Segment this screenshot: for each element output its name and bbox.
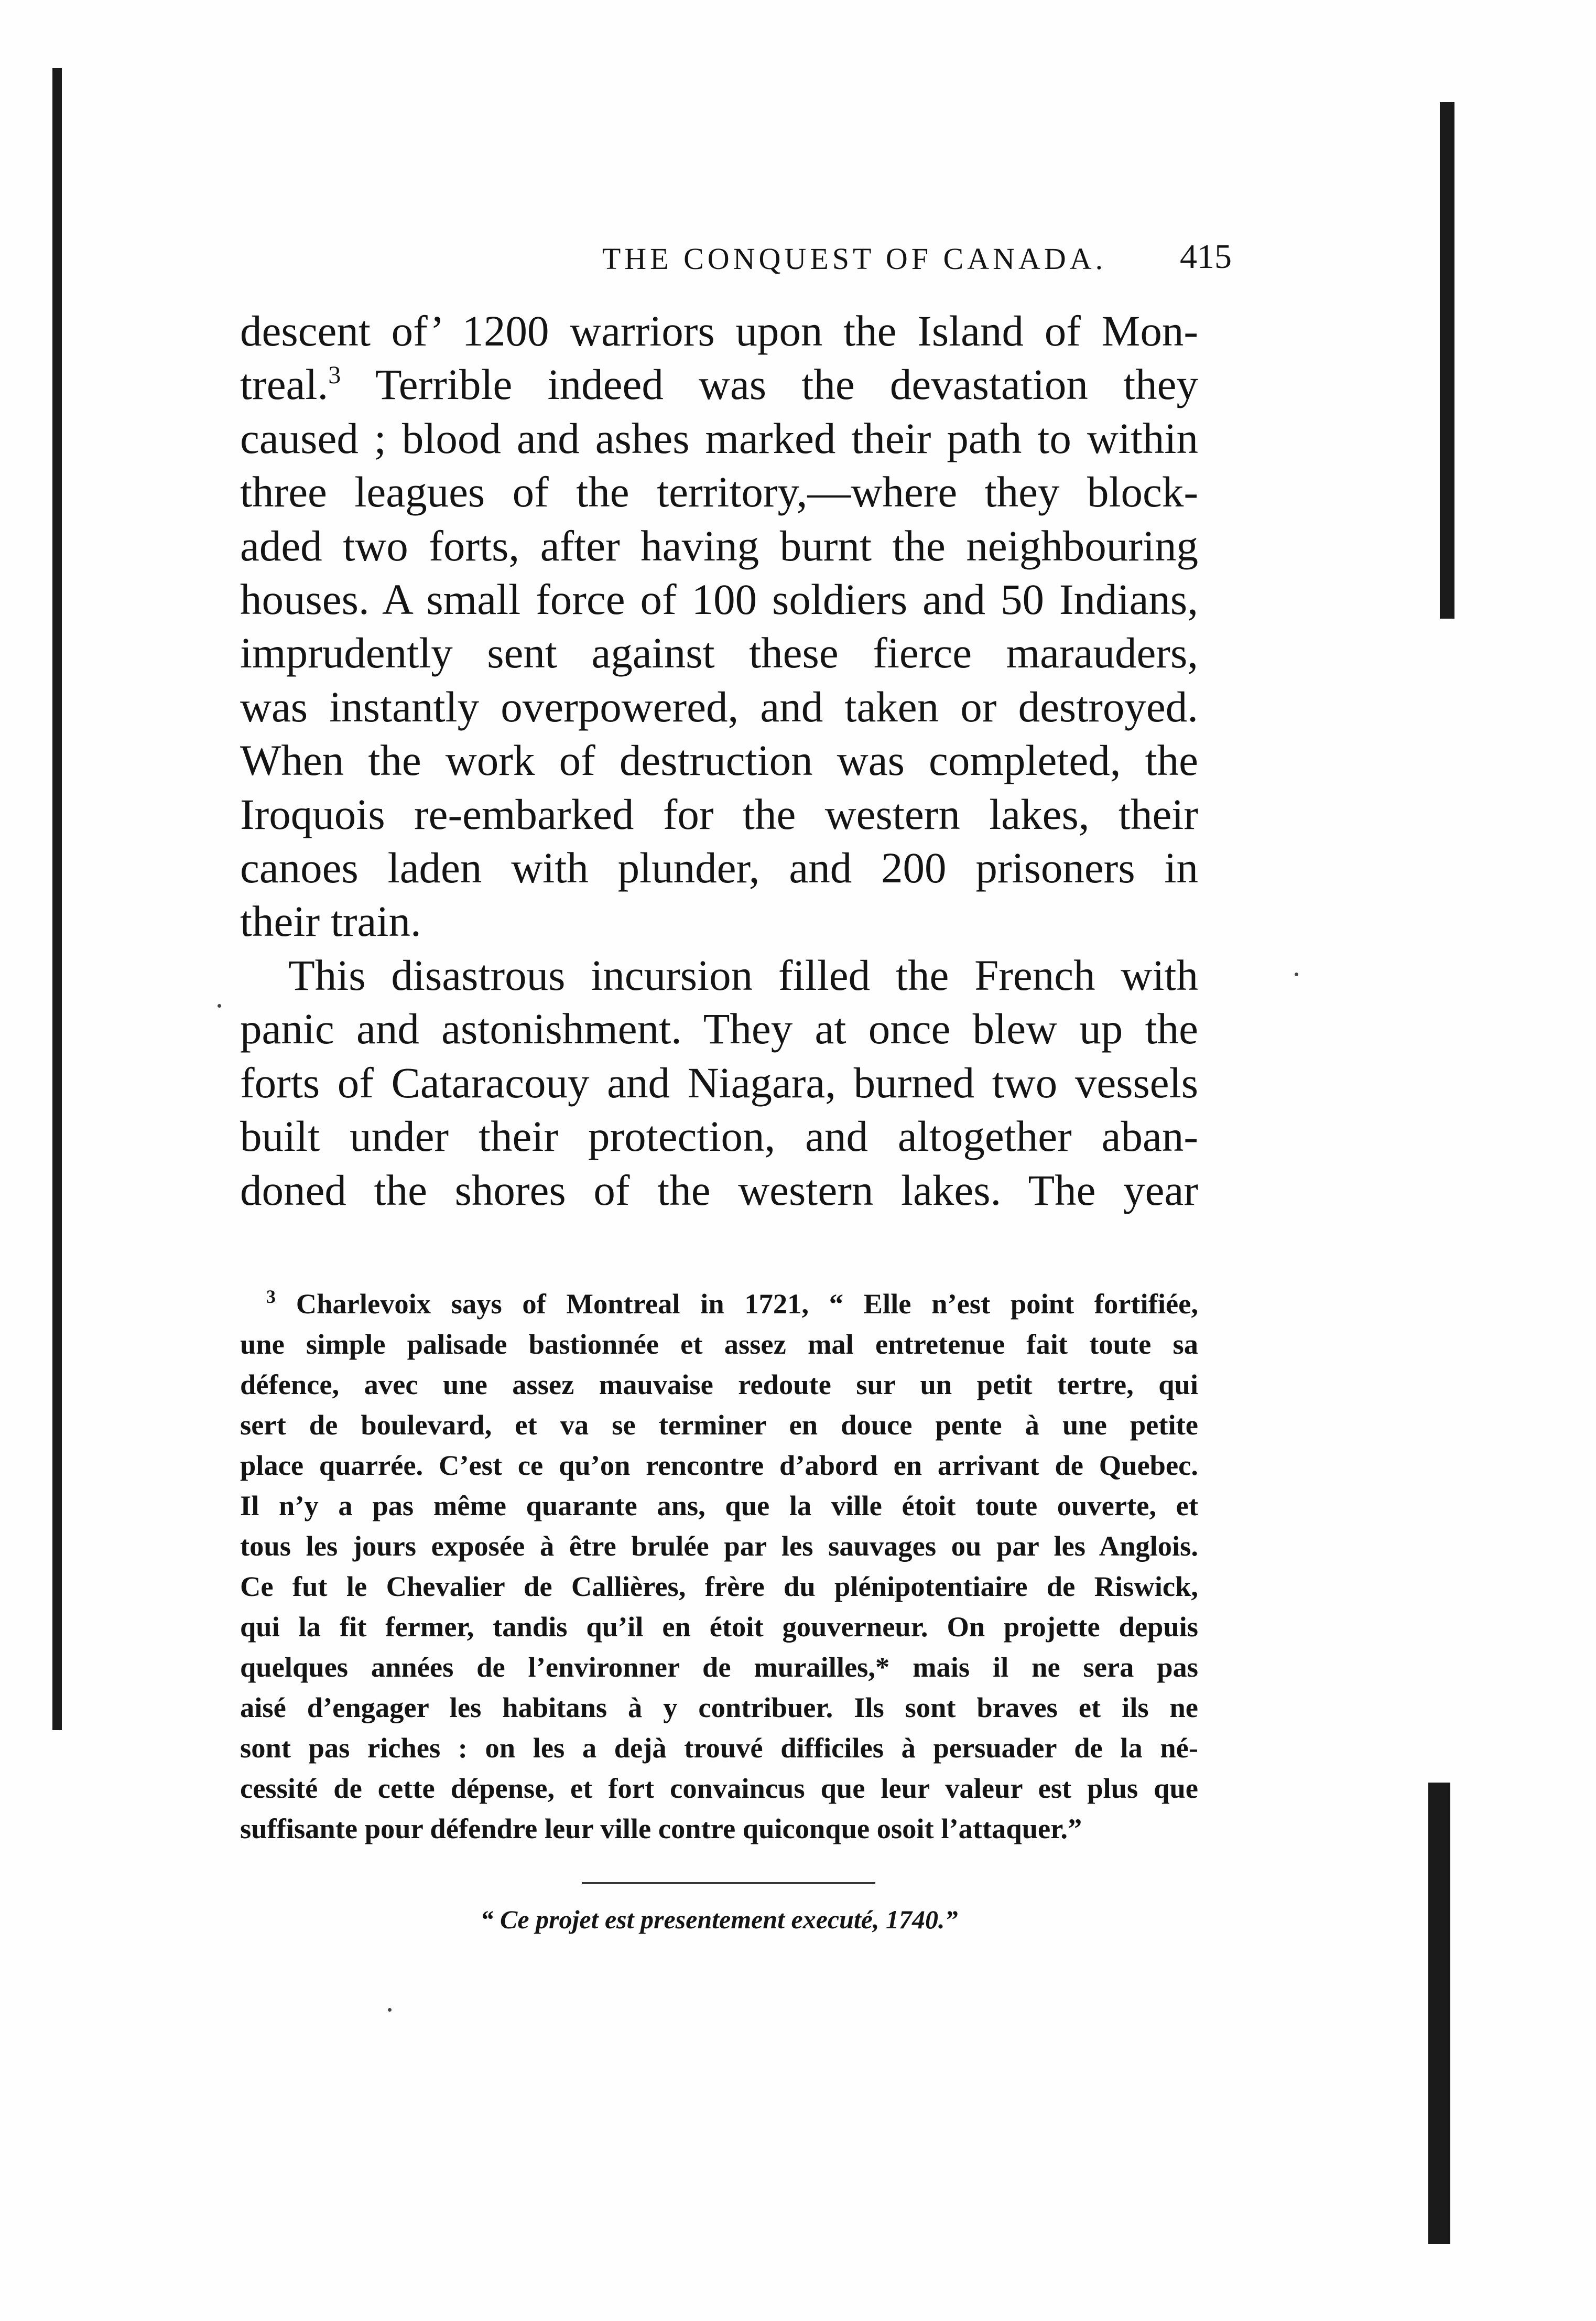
- body-line-12: their train.: [240, 897, 421, 946]
- footnote-line-4: sert de boulevard, et va se terminer en douce pente à une petite: [240, 1409, 1198, 1441]
- body-line-7: imprudently sent against these fierce marauders,: [240, 629, 1198, 677]
- body-line-6: houses. A small force of 100 soldiers and 50 Indians,: [240, 575, 1198, 624]
- footnote-line-7: tous les jours exposée à être brulée par les sauvages ou par les Anglois.: [240, 1530, 1198, 1562]
- footnote-reference: 3: [328, 361, 341, 390]
- body-line-3: caused ; blood and ashes marked their path to within: [240, 414, 1198, 462]
- body-line-1: descent of’ 1200 warriors upon the Island of Mon-: [240, 307, 1198, 355]
- footnote-line-13: cessité de cette dépense, et fort convaincus que leur valeur est plus que: [240, 1772, 1198, 1804]
- body-line-11: canoes laden with plunder, and 200 prisoners in: [240, 844, 1198, 892]
- footnote: [240, 1283, 1198, 1849]
- footnote-marker: 3: [266, 1286, 276, 1307]
- body-line-9: When the work of destruction was completed, the: [240, 736, 1198, 785]
- scan-speck: [1295, 973, 1298, 976]
- footnote-line-5: place quarrée. C’est ce qu’on rencontre d’abord en arrivant de Quebec.: [240, 1449, 1198, 1481]
- body-line-17: doned the shores of the western lakes. The year: [240, 1165, 1198, 1214]
- body-line-5: aded two forts, after having burnt the neighbouring: [240, 521, 1198, 570]
- footnote-line-6: Il n’y a pas même quarante ans, que la ville étoit toute ouverte, et: [240, 1489, 1198, 1521]
- body-line-15: forts of Cataracouy and Niagara, burned two vessels: [240, 1058, 1198, 1107]
- body-line-4: three leagues of the territory,—where they block-: [240, 468, 1198, 516]
- footnote-line-8: Ce fut le Chevalier de Callières, frère du plénipotentiaire de Riswick,: [240, 1570, 1198, 1602]
- footnote-line-1-text: Charlevoix says of Montreal in 1721, “ Elle n’est point fortifiée,: [296, 1288, 1198, 1320]
- scan-speck: [218, 1004, 221, 1008]
- footnote-line-11: aisé d’engager les habitans à y contribuer. Ils sont braves et ils ne: [240, 1691, 1198, 1723]
- footnote-line-12: sont pas riches : on les a dejà trouvé difficiles à persuader de la né-: [240, 1732, 1198, 1764]
- scan-edge-right-top: [1440, 102, 1454, 619]
- footnote-line-14: suffisante pour défendre leur ville contre quiconque osoit l’attaquer.”: [240, 1812, 1082, 1844]
- scan-edge-right-bottom: [1428, 1783, 1450, 2244]
- body-line-8: was instantly overpowered, and taken or destroyed.: [240, 682, 1198, 731]
- footnote-line-10-start: quelques années de l’environner de murailles,: [240, 1651, 876, 1683]
- scan-speck: [388, 2008, 392, 2012]
- body-line-16: built under their protection, and altogether aban-: [240, 1112, 1198, 1161]
- footnote-line-10-end: mais il ne sera pas: [913, 1651, 1198, 1683]
- page-number: 415: [1180, 238, 1232, 276]
- body-text: [240, 304, 1198, 1217]
- footnote-divider: [582, 1882, 875, 1884]
- body-line-2-start: treal.: [240, 360, 329, 409]
- footnote-line-1: [240, 1283, 1198, 1324]
- body-line-13: This disastrous incursion filled the French with: [288, 951, 1198, 999]
- running-head: THE CONQUEST OF CANADA.: [602, 242, 1107, 276]
- scan-edge-left: [52, 68, 62, 1730]
- body-line-2: [240, 358, 1198, 411]
- footnote-line-3: défence, avec une assez mauvaise redoute sur un petit tertre, qui: [240, 1368, 1198, 1400]
- body-line-2-end: Terrible indeed was the devastation they: [375, 360, 1198, 409]
- footnote-line-2: une simple palisade bastionnée et assez mal entretenue fait toute sa: [240, 1328, 1198, 1360]
- footnote-line-9: qui la fit fermer, tandis qu’il en étoit gouverneur. On projette depuis: [240, 1611, 1198, 1643]
- footnote-asterisk: *: [875, 1651, 890, 1683]
- footnote-line-10: [240, 1647, 1198, 1687]
- sub-footnote: “ Ce projet est presentement executé, 1740.”: [480, 1905, 958, 1934]
- body-line-10: Iroquois re-embarked for the western lakes, their: [240, 790, 1198, 838]
- body-line-14: panic and astonishment. They at once blew up the: [240, 1005, 1198, 1053]
